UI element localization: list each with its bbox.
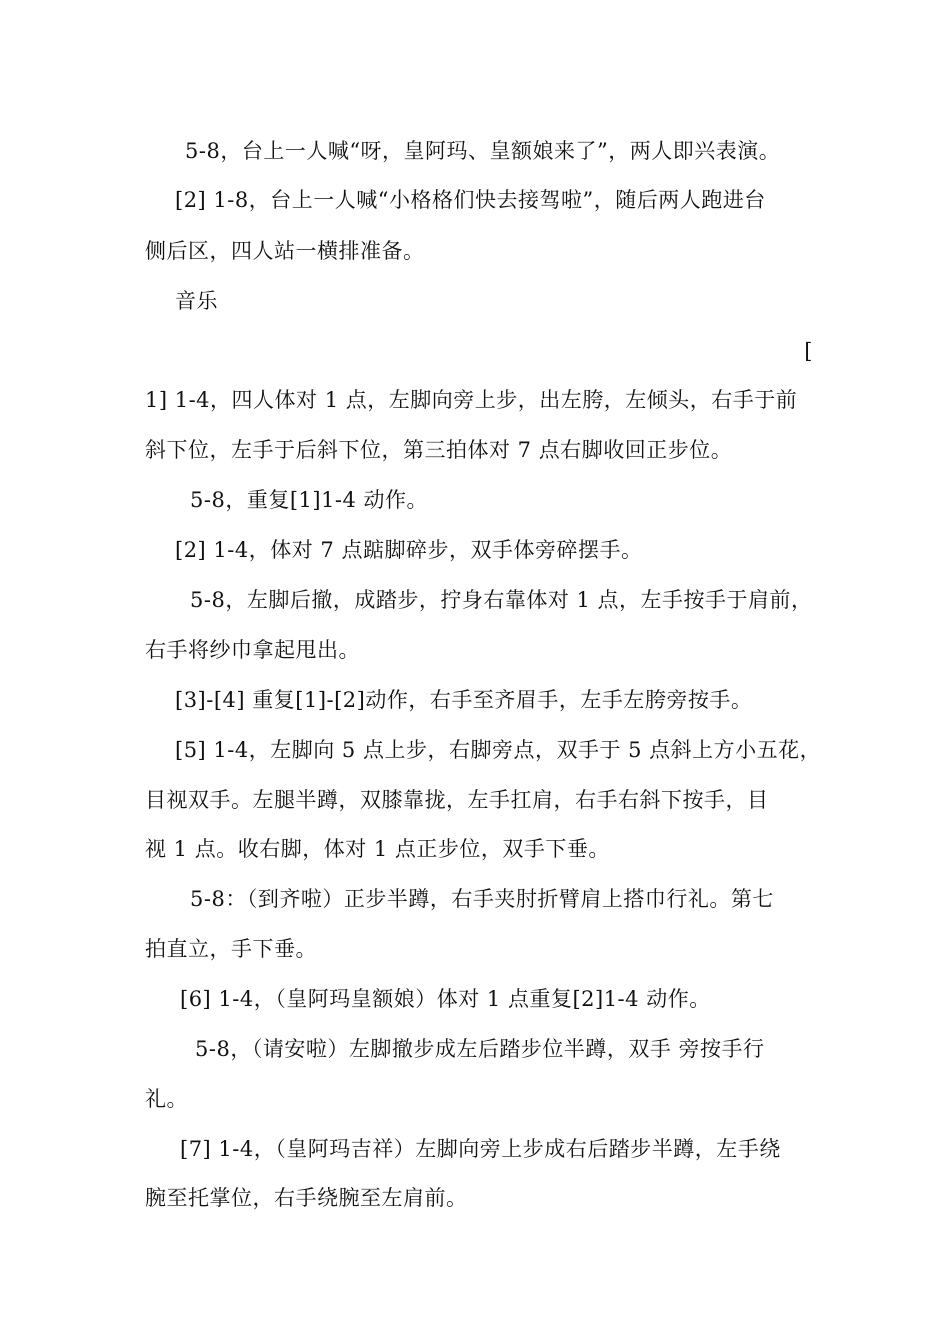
paragraph-line: 腕至托掌位，右手绕腕至左肩前。: [145, 1186, 468, 1210]
paragraph-line: [6] 1-4，（皇阿玛皇额娘）体对 1 点重复[2]1-4 动作。: [180, 987, 711, 1011]
section-heading: 音乐: [175, 289, 218, 313]
paragraph-line: 5-8：（到齐啦）正步半蹲，右手夹肘折臂肩上搭巾行礼。第七: [190, 887, 774, 911]
paragraph-line: 5-8，台上一人喊“呀，皇阿玛、皇额娘来了”，两人即兴表演。: [185, 139, 781, 163]
paragraph-line: 5-8，重复[1]1-4 动作。: [190, 488, 429, 512]
paragraph-line: 目视双手。左腿半蹲，双膝靠拢，左手扛肩，右手右斜下按手，目: [145, 788, 769, 812]
paragraph-line: 5-8，左脚后撤，成踏步，拧身右靠体对 1 点，左手按手于肩前，: [190, 588, 813, 612]
paragraph-line: 5-8，（请安啦）左脚撤步成左后踏步位半蹲，双手 旁按手行: [195, 1037, 765, 1061]
paragraph-line: 侧后区，四人站一横排准备。: [145, 239, 425, 263]
paragraph-line: [2] 1-4，体对 7 点踮脚碎步，双手体旁碎摆手。: [175, 538, 643, 562]
paragraph-line: [3]-[4] 重复[1]-[2]动作，右手至齐眉手，左手左胯旁按手。: [175, 688, 753, 712]
paragraph-line: [2] 1-8，台上一人喊“小格格们快去接驾啦”，随后两人跑进台: [175, 188, 766, 212]
paragraph-line: [5] 1-4，左脚向 5 点上步，右脚旁点，双手于 5 点斜上方小五花，: [175, 738, 822, 762]
paragraph-line: 礼。: [145, 1087, 188, 1111]
paragraph-line: [7] 1-4，（皇阿玛吉祥）左脚向旁上步成右后踏步半蹲，左手绕: [180, 1137, 781, 1161]
paragraph-line: 拍直立，手下垂。: [145, 937, 317, 961]
paragraph-line: 1] 1-4，四人体对 1 点，左脚向旁上步，出左胯，左倾头，右手于前: [145, 388, 798, 412]
paragraph-line: 斜下位，左手于后斜下位，第三拍体对 7 点右脚收回正步位。: [145, 438, 733, 462]
paragraph-line: 右手将纱巾拿起甩出。: [145, 638, 360, 662]
paragraph-line: 视 1 点。收右脚，体对 1 点正步位，双手下垂。: [145, 837, 610, 861]
paragraph-line: [: [804, 339, 813, 363]
